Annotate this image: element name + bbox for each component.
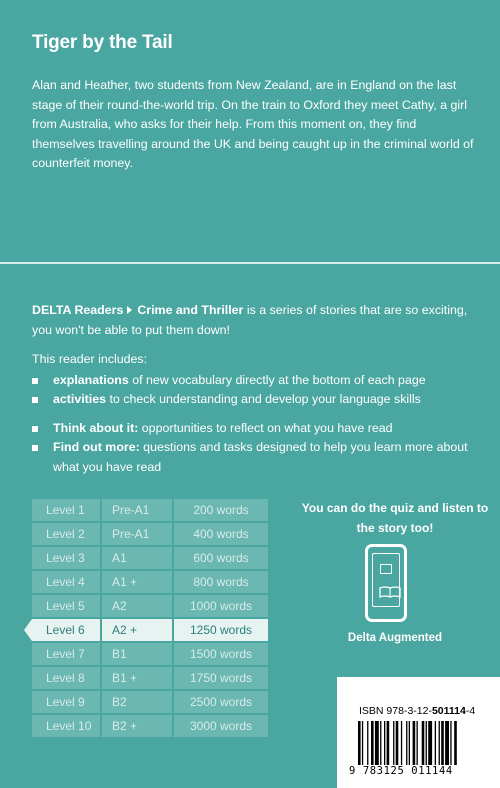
level-name: Level 9 xyxy=(32,691,100,713)
level-name: Level 8 xyxy=(32,667,100,689)
barcode-bar xyxy=(367,721,368,765)
barcode-bar xyxy=(445,721,449,765)
bullet-square-icon xyxy=(32,378,38,384)
feature-item xyxy=(32,390,482,410)
level-name: Level 10 xyxy=(32,715,100,737)
series-description xyxy=(32,301,482,340)
feature-bold: activities xyxy=(53,392,107,406)
delta-augmented-label: Delta Augmented xyxy=(347,632,443,644)
barcode-bar xyxy=(406,721,407,765)
level-cefr: Pre-A1 xyxy=(102,523,172,545)
level-name: Level 3 xyxy=(32,547,100,569)
level-name: Level 6 xyxy=(32,619,100,641)
level-words: 1750 words xyxy=(174,667,268,689)
arrow-right-icon xyxy=(127,306,132,314)
feature-bold: Think about it: xyxy=(53,421,139,435)
level-cefr: A1 xyxy=(102,547,172,569)
phone-screen xyxy=(372,553,400,607)
feature-item xyxy=(32,438,482,477)
barcode-bar xyxy=(380,721,381,765)
feature-text: of new vocabulary directly at the bottom of each page xyxy=(128,373,426,387)
level-name: Level 1 xyxy=(32,499,100,521)
barcode-bar xyxy=(387,721,390,765)
level-words: 1500 words xyxy=(174,643,268,665)
level-words: 400 words xyxy=(174,523,268,545)
level-cefr: A1 + xyxy=(102,571,172,593)
level-cefr: A2 xyxy=(102,595,172,617)
barcode-bar xyxy=(393,721,394,765)
barcode-bar xyxy=(401,721,402,765)
level-row xyxy=(32,547,268,569)
level-words: 2500 words xyxy=(174,691,268,713)
level-cefr: B1 + xyxy=(102,667,172,689)
barcode-bar xyxy=(435,721,436,765)
barcode-bar xyxy=(371,721,374,765)
barcode-bar xyxy=(441,721,444,765)
includes-heading: This reader includes: xyxy=(32,352,148,366)
section-divider xyxy=(0,262,500,264)
level-name: Level 4 xyxy=(32,571,100,593)
level-words: 600 words xyxy=(174,547,268,569)
feature-text: opportunities to reflect on what you have read xyxy=(138,421,393,435)
bullet-square-icon xyxy=(32,426,38,432)
feature-bold: Find out more: xyxy=(53,440,140,454)
level-row xyxy=(32,643,268,665)
level-table xyxy=(32,499,268,739)
level-cefr: Pre-A1 xyxy=(102,499,172,521)
book-blurb: Alan and Heather, two students from New Zealand, are in England on the last stage of their round-the-world trip. On the train to Oxford they meet Cathy, a girl from Australia, who asks for their help. From this moment on, they find themselves travelling around the UK and being caught up in the criminal world of counterfeit money. xyxy=(32,78,474,170)
level-row xyxy=(32,691,268,713)
level-row xyxy=(32,595,268,617)
level-row xyxy=(32,571,268,593)
barcode-bar xyxy=(422,721,425,765)
delta-badge-icon xyxy=(380,564,392,574)
barcode-icon xyxy=(358,721,480,765)
feature-text: questions and tasks designed to help you learn more about what you have read xyxy=(53,440,468,474)
level-words: 3000 words xyxy=(174,715,268,737)
barcode-bar xyxy=(358,721,361,765)
barcode-digits: 9 783125 011144 xyxy=(349,765,453,777)
level-cefr: B1 xyxy=(102,643,172,665)
level-row xyxy=(32,715,268,737)
barcode-bar xyxy=(439,721,440,765)
augmented-promo: You can do the quiz and listen to the story too! xyxy=(301,501,489,535)
level-words: 800 words xyxy=(174,571,268,593)
level-name: Level 5 xyxy=(32,595,100,617)
level-cefr: A2 + xyxy=(102,619,172,641)
level-cefr: B2 xyxy=(102,691,172,713)
barcode-bar xyxy=(362,721,363,765)
level-cefr: B2 + xyxy=(102,715,172,737)
level-name: Level 2 xyxy=(32,523,100,545)
feature-item xyxy=(32,371,482,391)
level-row-current xyxy=(32,619,268,641)
feature-bold: explanations xyxy=(53,373,129,387)
barcode-bar xyxy=(428,721,432,765)
level-words: 1000 words xyxy=(174,595,268,617)
open-book-icon xyxy=(379,586,401,598)
barcode-bar xyxy=(417,721,418,765)
level-name: Level 7 xyxy=(32,643,100,665)
barcode-bar xyxy=(454,721,457,765)
barcode-bar xyxy=(375,721,379,765)
barcode-bar xyxy=(450,721,451,765)
isbn-number: ISBN 978-3-12-501114-4 xyxy=(359,705,476,717)
smartphone-book-icon xyxy=(365,544,407,622)
barcode-panel xyxy=(337,677,500,788)
feature-item xyxy=(32,419,482,439)
series-name: DELTA Readers xyxy=(32,303,124,317)
bullet-square-icon xyxy=(32,445,38,451)
bullet-square-icon xyxy=(32,397,38,403)
series-category: Crime and Thriller xyxy=(137,303,244,317)
level-row xyxy=(32,667,268,689)
book-title: Tiger by the Tail xyxy=(32,32,173,53)
barcode-bar xyxy=(426,721,427,765)
barcode-bar xyxy=(384,721,385,765)
level-words: 200 words xyxy=(174,499,268,521)
level-row xyxy=(32,523,268,545)
level-row xyxy=(32,499,268,521)
barcode-bar xyxy=(396,721,399,765)
level-words: 1250 words xyxy=(174,619,268,641)
barcode-bar xyxy=(413,721,416,765)
barcode-bar xyxy=(409,721,410,765)
series-text: is a series of stories that are so exciting, you won't be able to put them down! xyxy=(32,303,468,337)
feature-text: to check understanding and develop your language skills xyxy=(106,392,421,406)
